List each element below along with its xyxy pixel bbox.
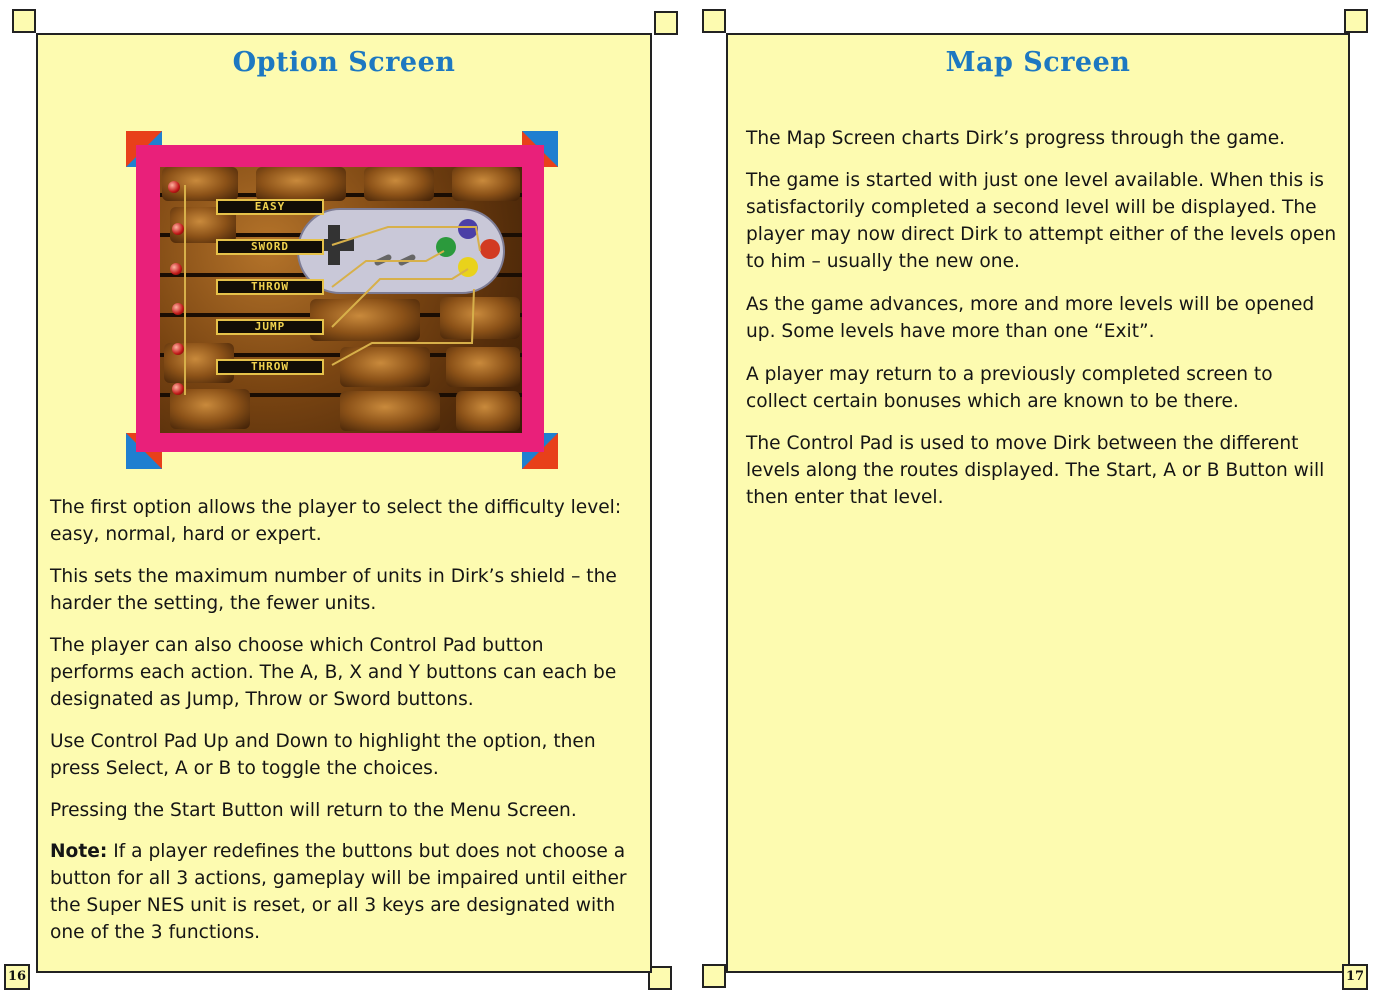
option-paragraph-4: Use Control Pad Up and Down to highlight the option, then press Select, A or B to toggle the choices. — [50, 731, 596, 779]
note-label: Note: — [50, 841, 108, 862]
menu-label-throw-2: THROW — [216, 359, 324, 375]
map-paragraph-2: The game is started with just one level available. When this is satisfactorily completed a second level will be displayed. The player may now direct Dirk to attempt either of the levels open to him – usually the new one. — [746, 170, 1337, 272]
option-paragraph-5: Pressing the Start Button will return to the Menu Screen. — [50, 800, 577, 821]
page-title: Map Screen — [945, 47, 1131, 78]
map-paragraph-1: The Map Screen charts Dirk’s progress through the game. — [746, 128, 1286, 149]
page-title: Option Screen — [232, 47, 456, 78]
frame-corner-top-right-left — [654, 11, 678, 35]
right-page — [726, 33, 1350, 973]
game-screenshot — [160, 167, 522, 433]
note-text: If a player redefines the buttons but does not choose a button for all 3 actions, gameplay will be impaired until either the Super NES unit is reset, or all 3 keys are designated with one of the 3 functions. — [50, 841, 627, 943]
map-paragraph-4: A player may return to a previously completed screen to collect certain bonuses which are known to be there. — [746, 364, 1273, 412]
page-number-left: 16 — [4, 964, 30, 990]
menu-label-difficulty: EASY — [216, 199, 324, 215]
option-paragraph-2: This sets the maximum number of units in Dirk’s shield – the harder the setting, the fewer units. — [50, 566, 617, 614]
frame-corner-top-left-left — [12, 9, 36, 33]
menu-label-throw: THROW — [216, 279, 324, 295]
menu-label-sword: SWORD — [216, 239, 324, 255]
frame-corner-top-right-right — [1344, 9, 1368, 33]
option-paragraph-1: The first option allows the player to select the difficulty level: easy, normal, hard or expert. — [50, 497, 622, 545]
option-note — [50, 838, 638, 946]
map-paragraph-5: The Control Pad is used to move Dirk between the different levels along the routes displayed. The Start, A or B Button will then enter that level. — [746, 433, 1325, 508]
option-paragraph-3: The player can also choose which Control Pad button performs each action. The A, B, X and Y buttons can each be designated as Jump, Throw or Sword buttons. — [50, 635, 617, 710]
figure-frame — [136, 145, 544, 452]
frame-corner-top-left-right — [702, 9, 726, 33]
option-screen-figure — [126, 131, 558, 469]
frame-corner-bottom-left-right — [702, 964, 726, 988]
connector-lines — [160, 167, 522, 433]
menu-label-jump: JUMP — [216, 319, 324, 335]
map-paragraph-3: As the game advances, more and more levels will be opened up. Some levels have more than one “Exit”. — [746, 294, 1315, 342]
left-page — [36, 33, 652, 973]
page-number-right: 17 — [1342, 964, 1368, 990]
